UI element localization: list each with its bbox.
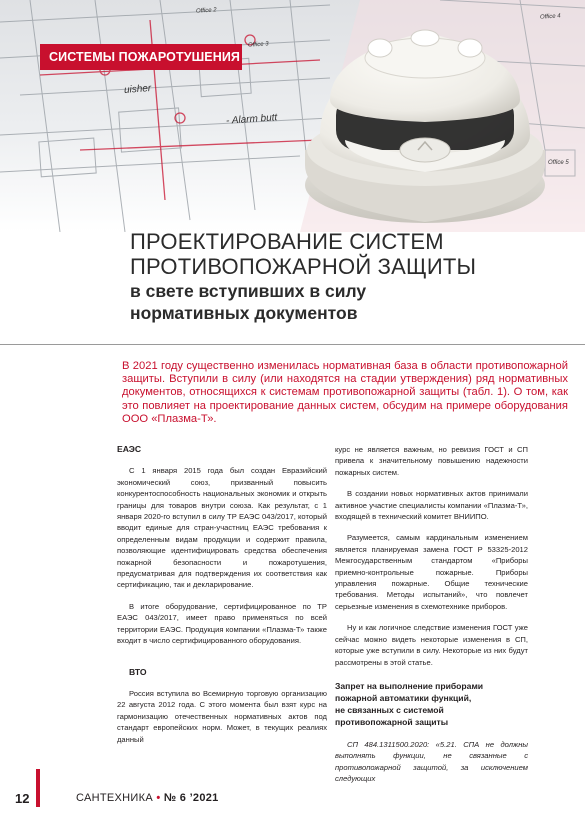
paragraph: Ну и как логичное следствие изменения ГОСТ уже сейчас можно видеть некоторые изменения в СП, которые уже вступили в силу. Некоторые из них будут рассмотрены в этой статье.: [335, 623, 528, 667]
paragraph: Россия вступила во Всемирную торговую организацию 22 августа 2012 года. С этого момента был взят курс на гармонизацию отечественных нормативных актов под стандарт европейских норм. Может, в текущих реалиях данный: [117, 688, 327, 744]
lead-paragraph: В 2021 году существенно изменилась нормативная база в области противопожарной защиты. Вступили в силу (или находятся на стадии утверждения) ряд нормативных документов, относящихся к системам противопожарной защиты (табл. 1). О том, как это повлияет на проектирование данных систем, обсудим на примере оборудования ООО «Плазма-Т».: [122, 360, 568, 425]
heading-line: Запрет на выполнение приборами: [335, 680, 484, 691]
page-number: 12: [15, 791, 30, 806]
title-line: ПРОТИВОПОЖАРНОЙ ЗАЩИТЫ: [130, 254, 477, 279]
plan-label: Office 2: [195, 7, 217, 15]
footer-accent-bar: [36, 769, 40, 807]
article-title: [130, 229, 560, 279]
heading-line: пожарной автоматики функций,: [335, 692, 472, 703]
paragraph: курс не является важным, но ревизия ГОСТ и СП привела к значительному повышению надежности пожарных систем.: [335, 445, 528, 477]
paragraph: Разумеется, самым кардинальным изменением является планируемая замена ГОСТ Р 53325-2012 Межгосударственным стандартом «Приборы приемно-контрольные пожарные. Приборы управления пожарные. Общие технические требования. Методы испытаний», что повлечет серьезные изменения в схемотехнике приборов.: [335, 533, 528, 611]
plan-label: uisher: [123, 83, 152, 96]
plan-label: Office 5: [548, 160, 569, 166]
subtitle-line: в свете вступивших в силу: [130, 281, 367, 301]
text-column-1: [117, 444, 327, 745]
journal-name: САНТЕХНИКА: [76, 792, 153, 804]
paragraph: СП 484.1311500.2020: «5.21. СПА не должны выполнять функции, не связанные с противопожарной защитой, за исключением следующих: [335, 739, 528, 784]
paragraph: В итоге оборудование, сертифицированное по ТР ЕАЭС 043/2017, имеет право применяться по всей территории ЕАЭС. Продукция компании «Плазма-Т» также входит в число сертифицированного оборудования.: [117, 601, 327, 646]
heading-line: противопожарной защиты: [335, 716, 449, 727]
plan-label: - Alarm butt: [225, 112, 278, 127]
article-subtitle: [130, 280, 560, 324]
issue-number: № 6: [163, 792, 187, 804]
hero-image: [0, 0, 585, 232]
subtitle-line: нормативных документов: [130, 303, 358, 323]
plan-label: Office 3: [247, 41, 269, 49]
section-rubric: СИСТЕМЫ ПОЖАРОТУШЕНИЯ: [40, 44, 242, 70]
plan-label: Office 4: [539, 13, 561, 21]
section-heading-vto: ВТО: [129, 666, 147, 677]
section-heading-ban: [335, 680, 528, 728]
paragraph: С 1 января 2015 года был создан Евразийский экономический союз, призванный повысить конкурентоспособность национальных экономик и открыть границы для товаров внутри союза. Как результат, с 1 января 2020-го вступил в силу ТР ЕАЭС 043/2017, который вводит единые для стран-участниц ЕАЭС требования к определенным видам продукции и содержит правила, позволяющие идентифицировать средства обеспечения пожарной безопасности и пожаротушения, предусматривая для подтверждения их соответствия как сертификацию, так и декларирование.: [117, 466, 327, 590]
text-column-2: [335, 444, 528, 785]
issue-year: ’2021: [189, 792, 219, 804]
journal-footer: САНТЕХНИКА • № 6 ’2021: [76, 792, 219, 804]
heading-line: не связанных с системой: [335, 704, 444, 715]
floor-plan-illustration: [0, 0, 585, 232]
divider: [0, 344, 585, 345]
title-line: ПРОЕКТИРОВАНИЕ СИСТЕМ: [130, 229, 444, 254]
paragraph: В создании новых нормативных актов принимали активное участие специалисты компании «Плазма-Т», входящей в технический комитет ВНИИПО.: [335, 489, 528, 522]
section-heading-eaes: ЕАЭС: [117, 444, 142, 454]
